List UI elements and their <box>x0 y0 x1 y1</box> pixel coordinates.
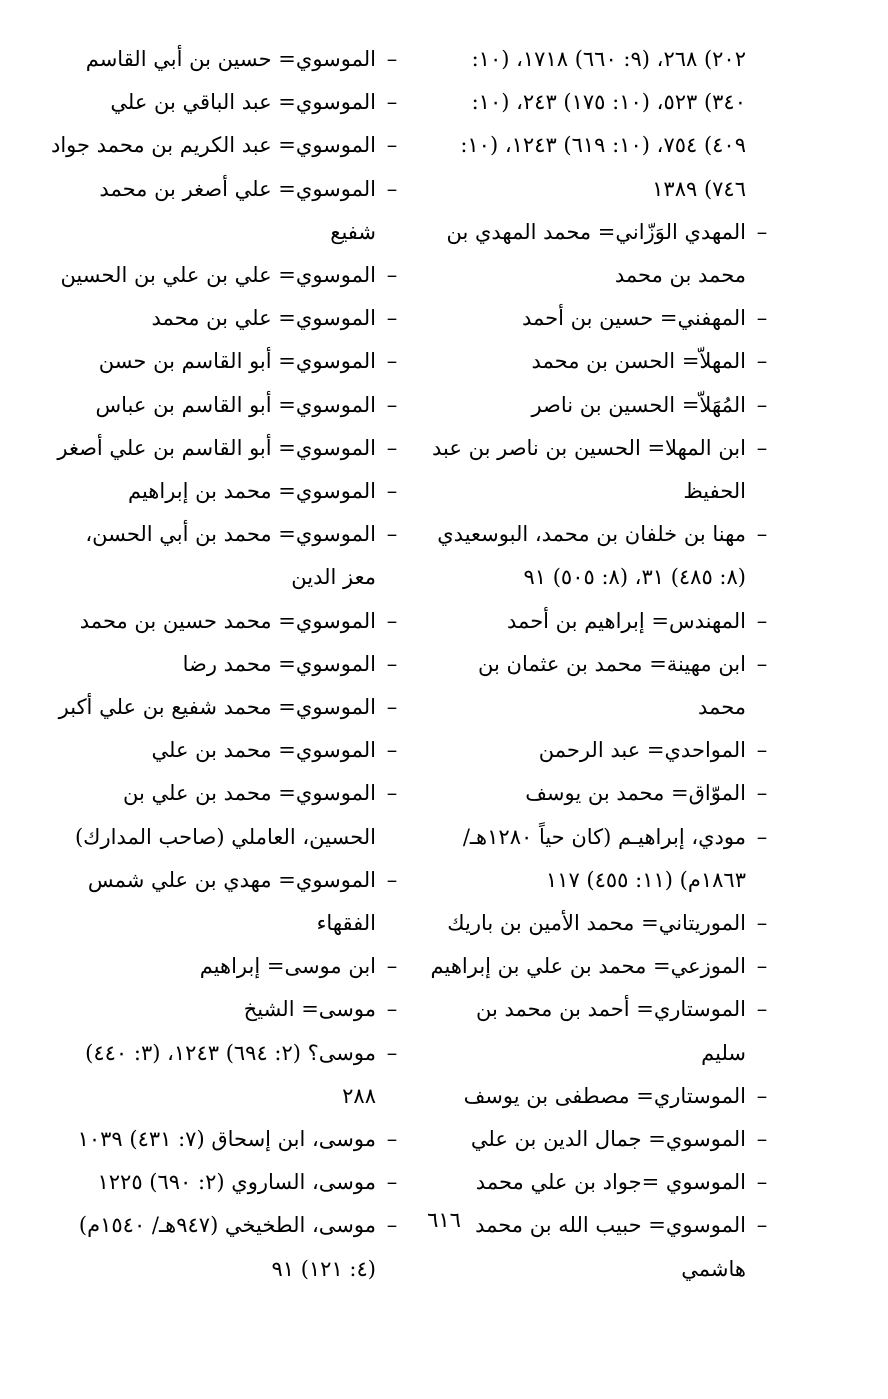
entry-text: الموريتاني= محمد الأمين بن باريك <box>447 911 746 936</box>
index-entry <box>48 1161 400 1204</box>
entry-text: الموسوي= جمال الدين بن علي <box>470 1127 746 1152</box>
index-entry <box>48 686 400 729</box>
entry-text: موسى، الساروي (٢: ٦٩٠) ١٢٢٥ <box>97 1170 376 1195</box>
entry-dash: – <box>386 954 398 979</box>
entry-text: مودي، إبراهيـم (كان حياً ١٢٨٠هـ/ ١٨٦٣م) (١١: ٤٥٥) ١١٧ <box>462 824 746 892</box>
entry-text: ٣٤٠) ٥٢٣، (١٠: ١٧٥) ٢٤٣، (١٠: <box>471 90 746 115</box>
index-entry <box>425 124 770 167</box>
index-entry <box>48 168 400 254</box>
index-column-right <box>425 38 770 1291</box>
entry-text: الموستاري= أحمد بن محمد بن سليم <box>475 997 746 1065</box>
index-entry <box>425 643 770 729</box>
entry-text: الموسوي= علي بن محمد <box>151 306 376 331</box>
entry-dash: – <box>386 1040 398 1065</box>
entry-text: الموسوي= محمد حسين بن محمد <box>79 608 376 633</box>
entry-dash: – <box>386 738 398 763</box>
entry-text: الموسوي =جواد بن علي محمد <box>475 1170 746 1195</box>
index-entry <box>425 1118 770 1161</box>
entry-dash: – <box>756 824 768 849</box>
entry-text: المهندس= إبراهيم بن أحمد <box>507 608 746 633</box>
entry-dash: – <box>756 1083 768 1108</box>
entry-dash: – <box>386 133 398 158</box>
entry-text: الموسوي= محمد بن علي <box>151 738 376 763</box>
entry-dash: – <box>386 522 398 547</box>
entry-dash: – <box>386 608 398 633</box>
index-entry <box>425 427 770 513</box>
entry-dash: – <box>756 651 768 676</box>
index-entry <box>425 600 770 643</box>
index-entry <box>425 513 770 599</box>
entry-text: الموسوي= علي أصغر بن محمد شفيع <box>99 176 376 244</box>
index-entry <box>425 81 770 124</box>
index-entry <box>425 297 770 340</box>
index-entry <box>425 729 770 772</box>
entry-dash: – <box>756 522 768 547</box>
entry-dash: – <box>386 349 398 374</box>
entry-text: الموزعي= محمد بن علي بن إبراهيم <box>430 954 746 979</box>
entry-text: المهفني= حسين بن أحمد <box>522 306 746 331</box>
entry-dash: – <box>386 1213 398 1238</box>
index-entry <box>48 513 400 599</box>
index-entry <box>425 988 770 1074</box>
entry-text: الموستاري= مصطفى بن يوسف <box>463 1083 746 1108</box>
entry-dash: – <box>386 997 398 1022</box>
entry-text: ٤٠٩) ٧٥٤، (١٠: ٦١٩) ١٢٤٣، (١٠: <box>460 133 746 158</box>
entry-dash: – <box>756 997 768 1022</box>
entry-dash: – <box>756 1127 768 1152</box>
index-entry <box>425 168 770 211</box>
index-entry <box>48 38 400 81</box>
entry-text: المهدي الوَزّاني= محمد المهدي بن محمد بن محمد <box>446 219 746 288</box>
index-entry <box>425 902 770 945</box>
entry-text: موسى، ابن إسحاق (٧: ٤٣١) ١٠٣٩ <box>77 1127 376 1152</box>
entry-dash: – <box>756 911 768 936</box>
index-entry <box>48 988 400 1031</box>
entry-dash: – <box>386 651 398 676</box>
entry-dash: – <box>386 435 398 460</box>
entry-text: الموسوي= حبيب الله بن محمد هاشمي <box>475 1213 746 1281</box>
index-entry <box>425 211 770 297</box>
index-entry <box>425 1161 770 1204</box>
entry-dash: – <box>386 392 398 417</box>
entry-text: الموسوي= محمد بن علي بن الحسين، العاملي (صاحب المدارك) <box>74 781 376 849</box>
entry-dash: – <box>756 306 768 331</box>
index-entry <box>48 729 400 772</box>
index-entry <box>425 1075 770 1118</box>
entry-text: ابن المهلا= الحسين بن ناصر بن عبد الحفيظ <box>432 435 746 504</box>
entry-text: الموسوي= علي بن علي بن الحسين <box>60 263 376 288</box>
entry-text: موسى= الشيخ <box>243 997 376 1022</box>
entry-dash: – <box>386 1170 398 1195</box>
entry-dash: – <box>756 954 768 979</box>
entry-dash: – <box>756 349 768 374</box>
entry-text: الموسوي= محمد بن إبراهيم <box>127 479 376 504</box>
index-entry <box>425 945 770 988</box>
entry-text: الموسوي= محمد رضا <box>182 651 376 676</box>
index-entry <box>48 124 400 167</box>
index-entry <box>48 772 400 858</box>
index-entry <box>48 643 400 686</box>
entry-text: الموسوي= محمد شفيع بن علي أكبر <box>58 695 376 720</box>
index-entry <box>48 1032 400 1118</box>
entry-text: الموسوي= عبد الباقي بن علي <box>110 90 376 115</box>
entry-text: ابن مهينة= محمد بن عثمان بن محمد <box>478 651 746 720</box>
index-entry <box>48 384 400 427</box>
index-entry <box>48 470 400 513</box>
entry-text: الموسوي= عبد الكريم بن محمد جواد <box>50 133 376 158</box>
entry-text: الموسوي= حسين بن أبي القاسم <box>85 47 376 71</box>
entry-dash: – <box>756 1170 768 1195</box>
index-entry <box>425 772 770 815</box>
entry-dash: – <box>386 479 398 504</box>
entry-text: موسى؟ (٢: ٦٩٤) ١٢٤٣، (٣: ٤٤٠) ٢٨٨ <box>85 1040 376 1108</box>
entry-text: موسى، الطخيخي (٩٤٧هـ/ ١٥٤٠م) (٤: ١٢١) ٩١ <box>78 1213 376 1281</box>
index-entry <box>48 600 400 643</box>
entry-dash: – <box>386 306 398 331</box>
index-entry <box>48 427 400 470</box>
entry-text: الموّاق= محمد بن يوسف <box>525 781 746 806</box>
page-number: ٦١٦ <box>427 1208 461 1232</box>
index-entry <box>48 340 400 383</box>
entry-dash: – <box>756 1213 768 1238</box>
index-entry <box>48 945 400 988</box>
entry-text: مهنا بن خلفان بن محمد، البوسعيدي (٨: ٤٨٥) ٣١، (٨: ٥٠٥) ٩١ <box>437 522 746 590</box>
index-entry <box>425 340 770 383</box>
index-entry <box>48 1118 400 1161</box>
entry-text: المُهَلاّ= الحسين بن ناصر <box>531 392 746 417</box>
entry-text: ٢٠٢) ٢٦٨، (٩: ٦٦٠) ١٧١٨، (١٠: <box>471 47 746 71</box>
entry-dash: – <box>386 176 398 201</box>
index-entry <box>425 38 770 81</box>
index-entry <box>425 384 770 427</box>
entry-dash: – <box>386 263 398 288</box>
entry-text: الموسوي= أبو القاسم بن حسن <box>98 349 376 374</box>
entry-dash: – <box>386 1127 398 1152</box>
entry-dash: – <box>756 392 768 417</box>
entry-text: الموسوي= محمد بن أبي الحسن، معز الدين <box>85 522 376 590</box>
index-column-left <box>48 38 400 1291</box>
entry-text: ٧٤٦) ١٣٨٩ <box>652 176 746 201</box>
entry-dash: – <box>386 47 398 71</box>
entry-text: الموسوي= أبو القاسم بن علي أصغر <box>57 435 376 460</box>
index-entry <box>48 81 400 124</box>
index-entry <box>48 859 400 945</box>
entry-dash: – <box>756 738 768 763</box>
index-entry <box>48 297 400 340</box>
entry-text: الموسوي= مهدي بن علي شمس الفقهاء <box>87 867 376 936</box>
entry-dash: – <box>756 781 768 806</box>
entry-dash: – <box>386 867 398 892</box>
index-entry <box>48 254 400 297</box>
entry-text: الموسوي= أبو القاسم بن عباس <box>95 392 376 417</box>
entry-dash: – <box>386 90 398 115</box>
entry-dash: – <box>386 781 398 806</box>
entry-dash: – <box>756 219 768 244</box>
index-entry <box>425 816 770 902</box>
entry-dash: – <box>756 608 768 633</box>
entry-text: ابن موسى= إبراهيم <box>199 954 376 979</box>
entry-text: المهلاّ= الحسن بن محمد <box>531 349 746 374</box>
entry-dash: – <box>756 435 768 460</box>
entry-dash: – <box>386 695 398 720</box>
entry-text: المواحدي= عبد الرحمن <box>538 738 746 763</box>
